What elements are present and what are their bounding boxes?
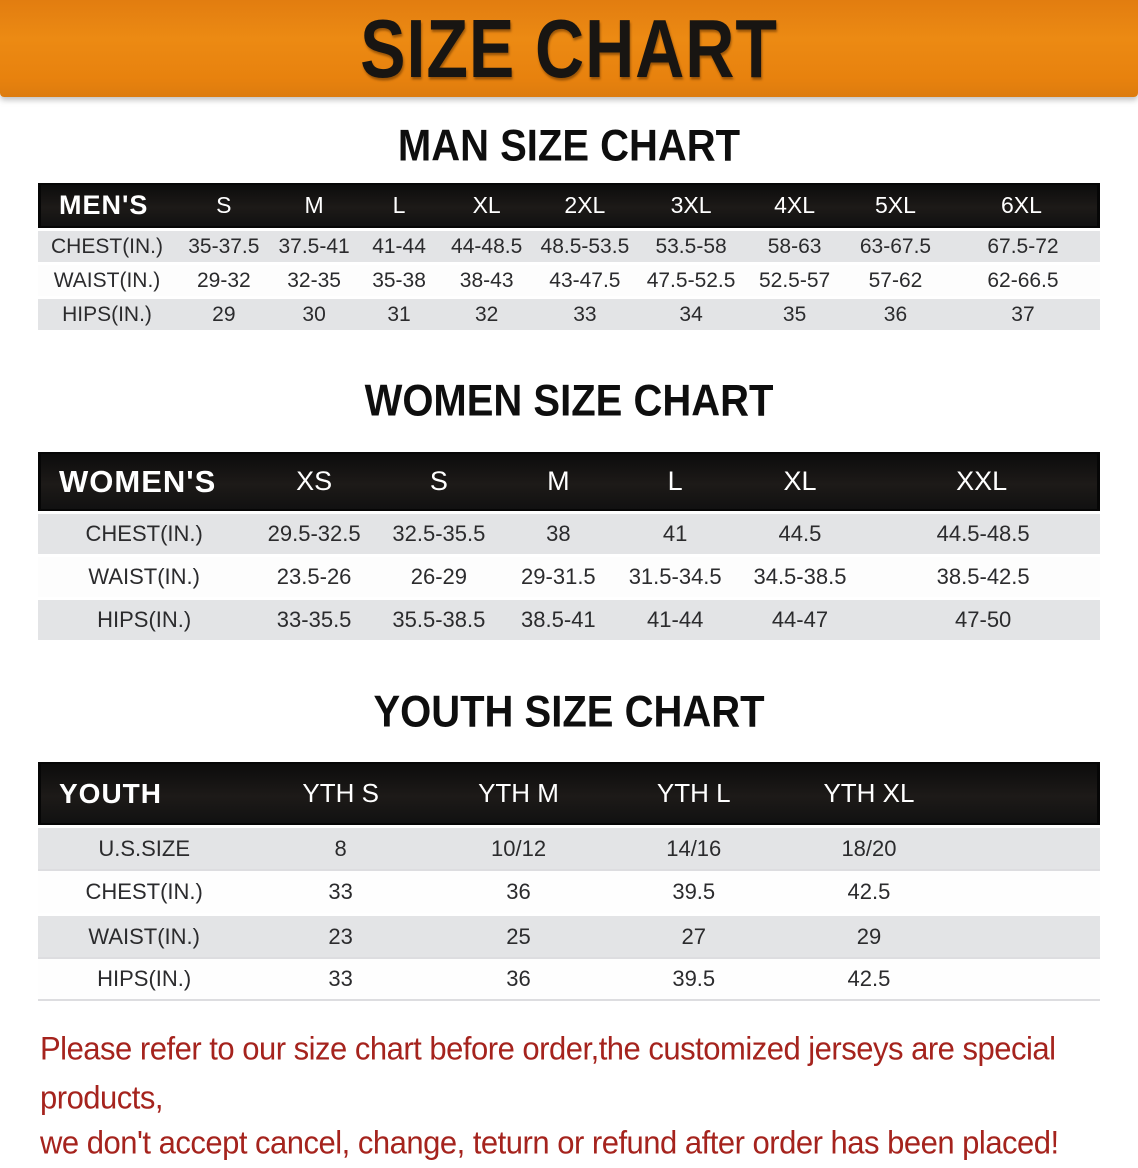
size-cell: 34: [638, 296, 744, 330]
column-header: 3XL: [638, 183, 744, 228]
size-cell: 44-48.5: [442, 228, 532, 262]
row-label: WAIST(IN.): [38, 554, 250, 597]
size-cell: 37: [946, 296, 1100, 330]
women-section-heading: WOMEN SIZE CHART: [364, 376, 774, 426]
size-cell: 30: [272, 296, 357, 330]
size-cell: 39.5: [606, 869, 781, 913]
row-label: HIPS(IN.): [38, 296, 176, 330]
table-row: [38, 869, 1100, 913]
row-label: CHEST(IN.): [38, 228, 176, 262]
mens-header-label: MEN'S: [38, 183, 176, 228]
mens-header-row: [38, 183, 1100, 228]
size-cell: 31.5-34.5: [617, 554, 734, 597]
size-cell: 32-35: [272, 262, 357, 296]
size-cell: 41: [617, 511, 734, 554]
table-row: [38, 913, 1100, 957]
column-header: XXL: [866, 452, 1100, 511]
size-cell: 33: [250, 869, 431, 913]
size-cell: 18/20: [781, 825, 956, 869]
size-cell: 39.5: [606, 957, 781, 1001]
size-cell-spacer: [957, 869, 1100, 913]
youth-size-table: [38, 762, 1100, 1001]
row-label: WAIST(IN.): [38, 262, 176, 296]
size-cell: 44-47: [734, 597, 867, 640]
row-label: HIPS(IN.): [38, 957, 250, 1001]
column-header: YTH S: [250, 762, 431, 825]
size-cell-spacer: [957, 913, 1100, 957]
size-cell: 43-47.5: [532, 262, 638, 296]
size-cell: 38: [500, 511, 617, 554]
column-header: 4XL: [744, 183, 845, 228]
disclaimer-line-1: Please refer to our size chart before order,the customized jerseys are special products,: [40, 1029, 1056, 1116]
size-cell: 36: [431, 957, 606, 1001]
youth-header-label: YOUTH: [38, 762, 250, 825]
size-cell: 36: [431, 869, 606, 913]
row-label: CHEST(IN.): [38, 869, 250, 913]
size-cell: 27: [606, 913, 781, 957]
table-row: [38, 228, 1100, 262]
row-label: HIPS(IN.): [38, 597, 250, 640]
size-cell: 42.5: [781, 957, 956, 1001]
table-row: [38, 554, 1100, 597]
size-cell: 44.5-48.5: [866, 511, 1100, 554]
column-header: M: [500, 452, 617, 511]
row-label: CHEST(IN.): [38, 511, 250, 554]
size-cell: 57-62: [845, 262, 946, 296]
banner-title: SIZE CHART: [360, 2, 778, 95]
column-header: S: [378, 452, 500, 511]
size-cell: 47.5-52.5: [638, 262, 744, 296]
table-row: [38, 597, 1100, 640]
size-cell: 29: [176, 296, 272, 330]
size-cell: 36: [845, 296, 946, 330]
disclaimer-line-2: we don't accept cancel, change, teturn or refund after order has been placed!: [40, 1124, 1059, 1161]
size-cell: 53.5-58: [638, 228, 744, 262]
column-header: YTH XL: [781, 762, 956, 825]
youth-section-heading: YOUTH SIZE CHART: [373, 687, 765, 737]
column-header: S: [176, 183, 272, 228]
size-cell: 41-44: [357, 228, 442, 262]
size-cell: 23: [250, 913, 431, 957]
column-header: L: [357, 183, 442, 228]
size-cell: 14/16: [606, 825, 781, 869]
size-cell: 52.5-57: [744, 262, 845, 296]
size-cell: 10/12: [431, 825, 606, 869]
size-cell: 34.5-38.5: [734, 554, 867, 597]
size-cell-spacer: [957, 957, 1100, 1001]
size-cell: 35-38: [357, 262, 442, 296]
womens-header-row: [38, 452, 1100, 511]
column-header: XS: [250, 452, 377, 511]
size-cell-spacer: [957, 825, 1100, 869]
size-chart-banner: [0, 0, 1138, 97]
column-header: 6XL: [946, 183, 1100, 228]
column-header: YTH L: [606, 762, 781, 825]
column-header: YTH M: [431, 762, 606, 825]
size-cell: 26-29: [378, 554, 500, 597]
size-cell: 62-66.5: [946, 262, 1100, 296]
size-cell: 32: [442, 296, 532, 330]
column-header: 2XL: [532, 183, 638, 228]
column-header: XL: [442, 183, 532, 228]
size-cell: 25: [431, 913, 606, 957]
row-label: U.S.SIZE: [38, 825, 250, 869]
size-cell: 37.5-41: [272, 228, 357, 262]
column-header: XL: [734, 452, 867, 511]
size-cell: 35: [744, 296, 845, 330]
size-cell: 35-37.5: [176, 228, 272, 262]
table-row: [38, 296, 1100, 330]
size-cell: 58-63: [744, 228, 845, 262]
size-cell: 67.5-72: [946, 228, 1100, 262]
column-header-spacer: [957, 762, 1100, 825]
table-row: [38, 957, 1100, 1001]
womens-size-table: [38, 452, 1100, 640]
size-cell: 23.5-26: [250, 554, 377, 597]
row-label: WAIST(IN.): [38, 913, 250, 957]
column-header: M: [272, 183, 357, 228]
size-cell: 48.5-53.5: [532, 228, 638, 262]
size-cell: 47-50: [866, 597, 1100, 640]
size-cell: 32.5-35.5: [378, 511, 500, 554]
disclaimer-text: [40, 1027, 1118, 1167]
size-cell: 29-31.5: [500, 554, 617, 597]
men-section-heading: MAN SIZE CHART: [397, 121, 741, 171]
size-cell: 35.5-38.5: [378, 597, 500, 640]
table-row: [38, 825, 1100, 869]
size-cell: 33: [532, 296, 638, 330]
size-cell: 38.5-41: [500, 597, 617, 640]
size-cell: 33-35.5: [250, 597, 377, 640]
size-cell: 29: [781, 913, 956, 957]
size-cell: 33: [250, 957, 431, 1001]
size-cell: 29-32: [176, 262, 272, 296]
womens-header-label: WOMEN'S: [38, 452, 250, 511]
size-cell: 8: [250, 825, 431, 869]
size-cell: 31: [357, 296, 442, 330]
column-header: 5XL: [845, 183, 946, 228]
mens-size-table: [38, 183, 1100, 330]
size-cell: 38-43: [442, 262, 532, 296]
size-cell: 38.5-42.5: [866, 554, 1100, 597]
column-header: L: [617, 452, 734, 511]
table-row: [38, 262, 1100, 296]
table-row: [38, 511, 1100, 554]
size-cell: 29.5-32.5: [250, 511, 377, 554]
size-cell: 42.5: [781, 869, 956, 913]
youth-header-row: [38, 762, 1100, 825]
size-cell: 63-67.5: [845, 228, 946, 262]
size-cell: 41-44: [617, 597, 734, 640]
size-cell: 44.5: [734, 511, 867, 554]
